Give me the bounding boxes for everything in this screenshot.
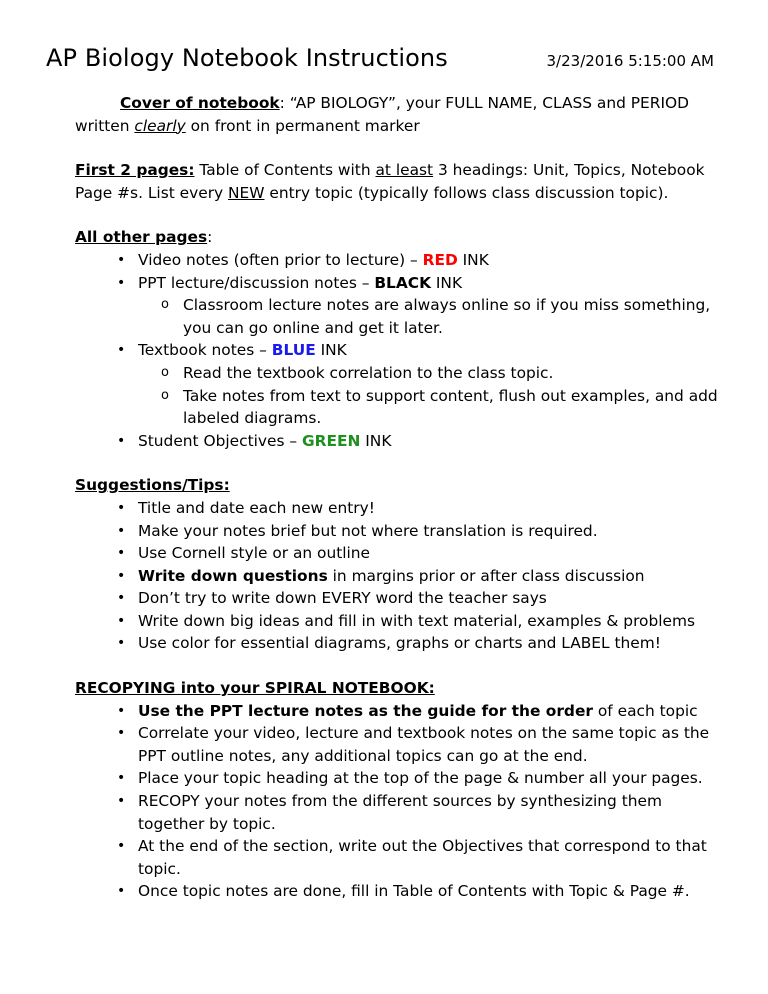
list-item: • RECOPY your notes from the different sources by synthesizing them together by topic. xyxy=(117,792,662,833)
bullet-icon: • xyxy=(117,612,126,629)
other-pages-heading xyxy=(75,226,725,249)
list-item: • At the end of the section, write out the Objectives that correspond to that topic. xyxy=(117,837,707,878)
bullet-icon: • xyxy=(117,432,126,449)
circle-bullet-icon: o xyxy=(161,387,169,403)
page-header xyxy=(46,44,726,78)
bullet-icon: • xyxy=(117,342,126,359)
list-item: • Write down questions in margins prior or after class discussion xyxy=(75,565,725,588)
list-item: • Use the PPT lecture notes as the guide for the order of each topic xyxy=(75,700,725,723)
first-pages-text-b: 3 headings: Unit, Topics, Notebook Page #s. List every xyxy=(75,161,705,202)
recopy-list xyxy=(75,700,725,903)
bullet-icon: • xyxy=(117,590,126,607)
bullet-icon: • xyxy=(117,545,126,562)
document-date: 3/23/2016 5:15:00 AM xyxy=(546,52,714,70)
list-item: • Student Objectives – GREEN INK xyxy=(75,430,725,453)
sub-list-item: o Take notes from text to support content, flush out examples, and add labeled diagrams. xyxy=(161,386,718,428)
ink-color-red: RED xyxy=(422,250,458,269)
bullet-icon: • xyxy=(117,567,126,584)
list-item: • Place your topic heading at the top of the page & number all your pages. xyxy=(75,767,725,790)
list-item: • Title and date each new entry! xyxy=(75,497,725,520)
bullet-icon: • xyxy=(117,635,126,652)
cover-text-b: on front in permanent marker xyxy=(185,116,420,135)
bullet-icon: • xyxy=(117,499,126,516)
list-item: • Use Cornell style or an outline xyxy=(75,542,725,565)
bullet-icon: • xyxy=(117,251,126,268)
first-pages-label: First 2 pages: xyxy=(75,161,195,180)
cover-emphasis: clearly xyxy=(134,116,186,135)
list-item: • Correlate your video, lecture and textbook notes on the same topic as the PPT outline notes, any additional topics can go at the end. xyxy=(117,724,710,765)
list-item: • Write down big ideas and fill in with text material, examples & problems xyxy=(75,610,725,633)
sub-list-item: o Read the textbook correlation to the class topic. xyxy=(75,362,725,385)
cover-text-a: : “AP BIOLOGY”, your FULL NAME, CLASS and PERIOD written xyxy=(75,94,689,135)
first-pages-emph-2: NEW xyxy=(228,183,265,202)
other-pages-colon: : xyxy=(207,228,213,247)
ink-color-blue: BLUE xyxy=(271,341,316,360)
list-item: • Video notes (often prior to lecture) – RED INK xyxy=(75,249,725,272)
bullet-icon: • xyxy=(117,702,126,719)
tips-label: Suggestions/Tips: xyxy=(75,476,230,495)
bullet-icon: • xyxy=(117,793,126,810)
recopy-heading xyxy=(75,677,725,700)
document-body xyxy=(75,92,725,903)
other-pages-list xyxy=(75,249,725,452)
bullet-icon: • xyxy=(117,274,126,291)
bullet-icon: • xyxy=(117,725,126,742)
bullet-icon: • xyxy=(117,838,126,855)
list-item: • Once topic notes are done, fill in Table of Contents with Topic & Page #. xyxy=(75,880,725,903)
list-item: • Don’t try to write down EVERY word the teacher says xyxy=(75,587,725,610)
other-pages-label: All other pages xyxy=(75,228,208,247)
bullet-icon: • xyxy=(117,522,126,539)
list-item: • Make your notes brief but not where translation is required. xyxy=(75,520,725,543)
recopy-label: RECOPYING into your SPIRAL NOTEBOOK: xyxy=(75,679,435,698)
first-pages-paragraph xyxy=(75,159,725,204)
list-item: • Textbook notes – BLUE INK xyxy=(75,339,725,362)
sub-list-item: o Classroom lecture notes are always online so if you miss something, you can go online and get it later. xyxy=(161,296,711,337)
tips-list xyxy=(75,497,725,655)
document-title: AP Biology Notebook Instructions xyxy=(46,44,448,72)
ink-color-black: BLACK xyxy=(374,273,431,292)
ink-color-green: GREEN xyxy=(301,431,361,450)
tips-heading xyxy=(75,474,725,497)
list-item: • Use color for essential diagrams, graphs or charts and LABEL them! xyxy=(75,632,725,655)
first-pages-text-c: entry topic (typically follows class discussion topic). xyxy=(264,183,669,202)
cover-paragraph xyxy=(75,92,725,137)
bullet-icon: • xyxy=(117,770,126,787)
first-pages-emph-1: at least xyxy=(375,161,434,180)
cover-label: Cover of notebook xyxy=(120,94,280,112)
list-item: • PPT lecture/discussion notes – BLACK INK xyxy=(75,272,725,295)
circle-bullet-icon: o xyxy=(161,364,169,380)
bullet-icon: • xyxy=(117,883,126,900)
circle-bullet-icon: o xyxy=(161,297,169,313)
first-pages-text-a: Table of Contents with xyxy=(194,161,376,180)
